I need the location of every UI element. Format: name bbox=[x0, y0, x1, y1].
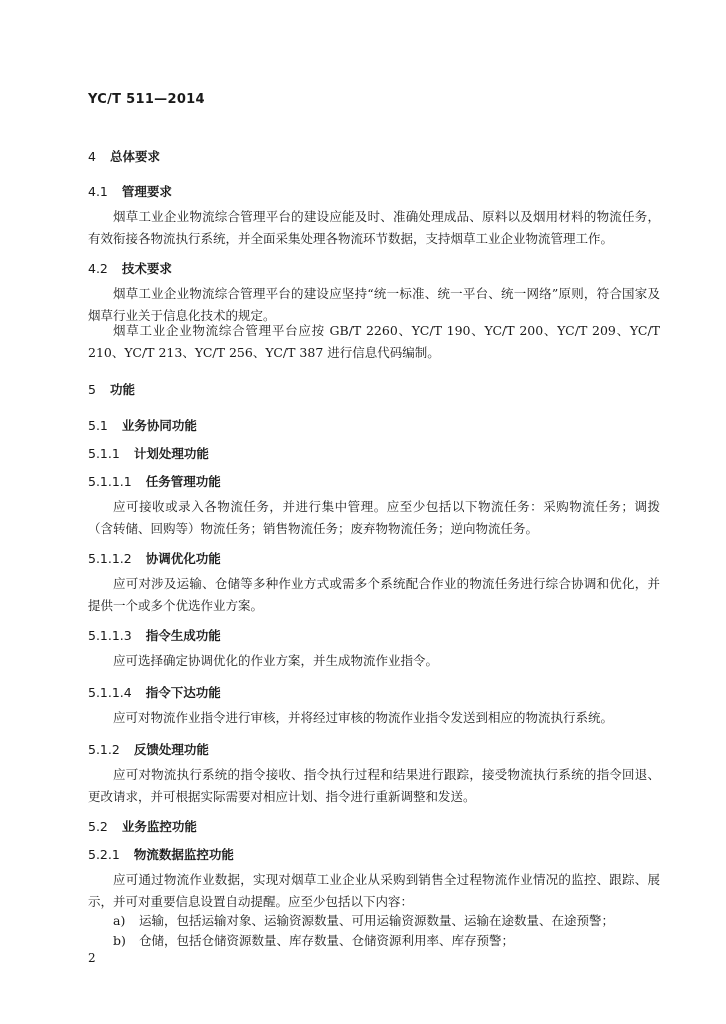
section-5-1-1-heading bbox=[88, 444, 209, 462]
section-number: 5.1.2 bbox=[88, 742, 120, 757]
section-title: 管理要求 bbox=[121, 184, 172, 199]
section-5-1-1-1-heading bbox=[88, 472, 221, 490]
section-5-2-1-paragraph: 应可通过物流作业数据，实现对烟草工业企业从采购到销售全过程物流作业情况的监控、跟踪、展示，并可对重要信息设置自动提醒。应至少包括以下内容： bbox=[88, 872, 660, 909]
section-5-heading bbox=[88, 380, 135, 398]
section-title: 总体要求 bbox=[109, 149, 160, 164]
section-5-2-heading bbox=[88, 817, 197, 835]
standard-code: YC/T 511—2014 bbox=[88, 92, 205, 107]
section-5-1-1-4-heading bbox=[88, 683, 221, 701]
list-item-label: a) bbox=[113, 913, 126, 928]
section-5-1-1-2-heading bbox=[88, 549, 221, 567]
section-5-1-1-4-paragraph: 应可对物流作业指令进行审核，并将经过审核的物流作业指令发送到相应的物流执行系统。 bbox=[113, 710, 614, 725]
page-number: 2 bbox=[88, 951, 96, 965]
section-title: 任务管理功能 bbox=[145, 474, 221, 489]
section-5-1-2-heading bbox=[88, 740, 209, 758]
section-4-2-paragraph-1: 烟草工业企业物流综合管理平台的建设应坚持“统一标准、统一平台、统一网络”原则，符合国家及烟草行业关于信息化技术的规定。 bbox=[88, 286, 660, 323]
section-number: 4.1 bbox=[88, 184, 108, 199]
section-number: 5.1.1.2 bbox=[88, 551, 132, 566]
section-5-1-1-1-paragraph: 应可接收或录入各物流任务，并进行集中管理。应至少包括以下物流任务：采购物流任务；调拨（含转储、回购等）物流任务；销售物流任务；废弃物物流任务；逆向物流任务。 bbox=[88, 499, 660, 536]
list-item-text: 仓储，包括仓储资源数量、库存数量、仓储资源利用率、库存预警； bbox=[139, 933, 515, 948]
section-title: 业务监控功能 bbox=[121, 819, 197, 834]
section-title: 协调优化功能 bbox=[145, 551, 221, 566]
section-5-1-1-2-paragraph: 应可对涉及运输、仓储等多种作业方式或需多个系统配合作业的物流任务进行综合协调和优化，并提供一个或多个优选作业方案。 bbox=[88, 576, 660, 613]
section-number: 5.2.1 bbox=[88, 847, 120, 862]
section-title: 指令下达功能 bbox=[145, 685, 221, 700]
section-number: 4 bbox=[88, 149, 96, 164]
section-number: 5.1.1.1 bbox=[88, 474, 132, 489]
section-5-1-2-paragraph: 应可对物流执行系统的指令接收、指令执行过程和结果进行跟踪，接受物流执行系统的指令回退、更改请求，并可根据实际需要对相应计划、指令进行重新调整和发送。 bbox=[88, 767, 660, 804]
section-4-2-heading bbox=[88, 259, 172, 277]
section-number: 5.2 bbox=[88, 819, 108, 834]
section-4-2-paragraph-2: 烟草工业企业物流综合管理平台应按 GB/T 2260、YC/T 190、YC/T 200、YC/T 209、YC/T 210、YC/T 213、YC/T 256、YC/T 387 进行信息代码编制。 bbox=[88, 323, 660, 360]
section-number: 5.1.1 bbox=[88, 446, 120, 461]
section-number: 5.1.1.3 bbox=[88, 628, 132, 643]
section-5-1-heading bbox=[88, 416, 197, 434]
list-item-text: 运输，包括运输对象、运输资源数量、可用运输资源数量、运输在途数量、在途预警； bbox=[139, 913, 615, 928]
section-4-heading bbox=[88, 147, 160, 165]
list-item-label: b) bbox=[113, 933, 126, 948]
section-number: 4.2 bbox=[88, 261, 108, 276]
section-5-1-1-3-heading bbox=[88, 626, 221, 644]
list-item bbox=[113, 931, 514, 949]
section-title: 物流数据监控功能 bbox=[133, 847, 234, 862]
section-title: 业务协同功能 bbox=[121, 418, 197, 433]
section-5-1-1-3-paragraph: 应可选择确定协调优化的作业方案，并生成物流作业指令。 bbox=[113, 653, 439, 668]
section-number: 5 bbox=[88, 382, 96, 397]
section-title: 功能 bbox=[109, 382, 135, 397]
section-4-1-heading bbox=[88, 182, 172, 200]
section-title: 反馈处理功能 bbox=[133, 742, 209, 757]
section-title: 指令生成功能 bbox=[145, 628, 221, 643]
section-title: 计划处理功能 bbox=[133, 446, 209, 461]
section-4-1-paragraph: 烟草工业企业物流综合管理平台的建设应能及时、准确处理成品、原料以及烟用材料的物流任务，有效衔接各物流执行系统，并全面采集处理各物流环节数据，支持烟草工业企业物流管理工作。 bbox=[88, 209, 660, 246]
section-5-2-1-heading bbox=[88, 845, 234, 863]
section-number: 5.1 bbox=[88, 418, 108, 433]
section-title: 技术要求 bbox=[121, 261, 172, 276]
section-number: 5.1.1.4 bbox=[88, 685, 132, 700]
list-item bbox=[113, 911, 614, 929]
